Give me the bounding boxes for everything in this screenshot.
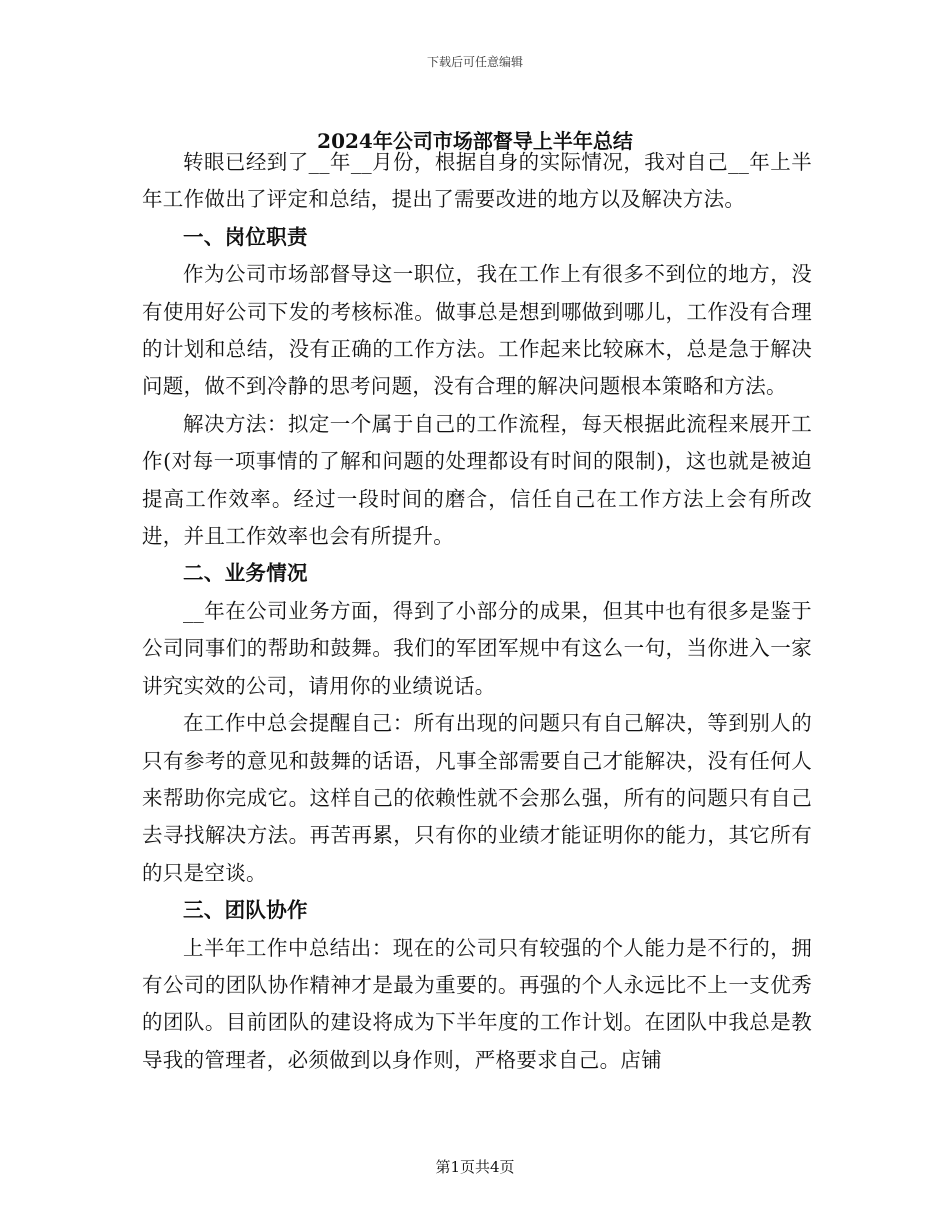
page-number-footer: 第1页共4页 (435, 1158, 515, 1176)
section-heading-duties: 一、岗位职责 (183, 224, 308, 249)
document-body (142, 144, 812, 1079)
document-title: 2024年公司市场部督导上半年总结 (317, 129, 633, 154)
section-heading-business: 二、业务情况 (183, 561, 308, 586)
self-reminder-paragraph: 在工作中总会提醒自己：所有出现的问题只有自己解决，等到别人的只有参考的意见和鼓舞的话语，凡事全部需要自己才能解决，没有任何人来帮助你完成它。这样自己的依赖性就不会那么强，所有的问题只有自己去寻找解决方法。再苦再累，只有你的业绩才能证明你的能力，其它所有的只是空谈。 (142, 711, 812, 885)
intro-paragraph: 转眼已经到了__年__月份，根据自身的实际情况，我对自己__年上半年工作做出了评定和总结，提出了需要改进的地方以及解决方法。 (142, 150, 812, 212)
teamwork-paragraph: 上半年工作中总结出：现在的公司只有较强的个人能力是不行的，拥有公司的团队协作精神才是最为重要的。再强的个人永远比不上一支优秀的团队。目前团队的建设将成为下半年度的工作计划。在团队中我总是教导我的管理者，必须做到以身作则，严格要求自己。店铺 (142, 935, 812, 1072)
business-paragraph: __年在公司业务方面，得到了小部分的成果，但其中也有很多是鉴于公司同事们的帮助和鼓舞。我们的军团军规中有这么一句，当你进入一家讲究实效的公司，请用你的业绩说话。 (142, 598, 812, 698)
page-header-note: 下载后可任意编辑 (426, 55, 523, 69)
section-heading-teamwork: 三、团队协作 (183, 898, 308, 923)
duties-paragraph: 作为公司市场部督导这一职位，我在工作上有很多不到位的地方，没有使用好公司下发的考核标准。做事总是想到哪做到哪儿，工作没有合理的计划和总结，没有正确的工作方法。工作起来比较麻木，总是急于解决问题，做不到冷静的思考问题，没有合理的解决问题根本策略和方法。 (142, 262, 812, 399)
solution-paragraph: 解决方法：拟定一个属于自己的工作流程，每天根据此流程来展开工作(对每一项事情的了解和问题的处理都设有时间的限制)，这也就是被迫提高工作效率。经过一段时间的磨合，信任自己在工作方法上会有所改进，并且工作效率也会有所提升。 (142, 411, 812, 549)
